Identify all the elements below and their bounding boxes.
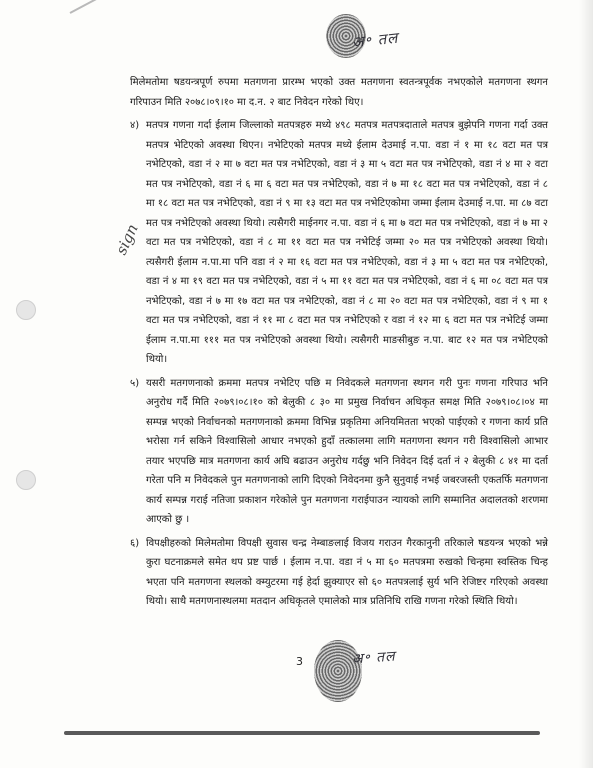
paragraph-text: मिलेमतोमा षडयन्त्रपूर्ण रुपमा मतगणना प्रारम्भ भएको उक्त मतगणना स्वतन्त्रपूर्वक नभएकोले मतगणना स्थगन गरिपाउन मिति २०७८।०९।१० मा द.न. २ बाट निवेदन गरेको थिए। [130, 77, 548, 108]
page-edge-shadow [579, 0, 593, 768]
header-signature: अ॰ तल [351, 28, 400, 52]
paragraph-6 [130, 534, 548, 612]
paragraph-5 [130, 374, 548, 530]
paragraph-number: ४) [130, 120, 140, 131]
footer-signature: अ॰ तल [351, 648, 397, 668]
paragraph-4 [130, 116, 548, 370]
staple-mark [70, 0, 142, 14]
punch-hole-top [16, 300, 36, 320]
paragraph-text: मतपत्र गणना गर्दा ईलाम जिल्लाको मतपत्रहरु मध्ये ४९८ मतपत्र मतपत्रदाताले मतपत्र बुझेपनि गणना गर्दा उक्त मतपत्र भेटिएको अवस्था थिएन। नभेटिएको मतपत्र मध्ये ईलाम देउमाई न.पा. वडा नं १ मा १८ वटा मत पत्र नभेटिएको, वडा नं २ मा ७ वटा मत पत्र नभेटिएको, वडा नं ३ मा ५ वटा मत पत्र नभेटिएको, वडा नं ४ मा २ वटा मत पत्र नभेटिएको, वडा नं ६ मा ६ वटा मत पत्र नभेटिएको, वडा नं ७ मा १८ वटा मत पत्र नभेटिएको, वडा नं ८ मा १८ वटा मत पत्र नभेटिएको, वडा नं ९ मा १३ वटा मत पत्र नभेटिएकोमा जम्मा ईलाम देउमाई न.पा. मा ८७ वटा मत पत्र नभेटिएको अवस्था थियो। त्यसैगरी माईनगर न.पा. वडा नं ६ मा ७ वटा मत पत्र नभेटिएको, वडा नं ७ मा २ वटा मत पत्र नभेटिएको, वडा नं ८ मा ११ वटा मत पत्र नभेटिई जम्मा २० मत पत्र नभेटिएको अवस्था थियो। त्यसैगरी ईलाम न.पा.मा पनि वडा नं २ मा १६ वटा मत पत्र नभेटिएको, वडा नं ३ मा ५ वटा मत पत्र नभेटिएको, वडा नं ४ मा १९ वटा मत पत्र नभेटिएको, वडा नं ५ मा ११ वटा मत पत्र नभेटिएको, वडा नं ६ मा ०८ वटा मत पत्र नभेटिएको, वडा नं ७ मा १७ वटा मत पत्र नभेटिएको, वडा नं ८ मा २० वटा मत पत्र नभेटिएको, वडा नं ९ मा १ वटा मत पत्र नभेटिएको, वडा नं ११ मा ८ वटा मत पत्र नभेटिएको र वडा नं १२ मा ६ वटा मत पत्र नभेटिई जम्मा ईलाम न.पा.मा १११ मत पत्र नभेटिएको अवस्था थियो। त्यसैगरी माङसीबुङ न.पा. बाट १२ मत पत्र नभेटिएको थियो। [146, 120, 548, 365]
document-body [130, 73, 548, 616]
bottom-rule [64, 731, 540, 735]
paragraph-continuation [130, 73, 548, 112]
punch-hole-bottom [16, 470, 36, 490]
paragraph-number: ६) [130, 537, 140, 549]
paragraph-text: विपक्षीहरुको मिलेमतोमा विपक्षी सुवास चन्द्र नेम्बाङलाई विजय गराउन गैरकानुनी तरिकाले षडयन्त्र भएको भन्ने कुरा घटनाक्रमले समेत थप प्रष्ट पार्छ । ईलाम न.पा. वडा नं ५ मा ६० मतपत्रमा रुखको चिन्हमा स्वस्तिक चिन्ह भएता पनि मतगणना स्थलको क्म्युटरमा गई हेर्दा झुक्याएर सो ६० मतपत्रलाई सुर्य भनि रेजिष्टर गरिएको अवस्था थियो। साथै मतगणनास्थलमा मतदान अधिकृतले एमालेको मात्र प्रतिनिधि राखि गणना गरेको स्थिति थियो। [146, 537, 548, 607]
paragraph-text: यसरी मतगणनाको क्रममा मतपत्र नभेटिए पछि म निवेदकले मतगणना स्थगन गरी पुनः गणना गरिपाउ भनि अनुरोध गर्दै मिति २०७९।०८।१० को बेलुकी ८ ३० मा प्रमुख निर्वाचन अधिकृत समक्ष मिति २०७९।०८।०४ मा सम्पन्न भएको निर्वाचनको मतगणनाको क्रममा विभिन्न प्रकृतिमा अनियमितता भएको पाईएको र गणना कार्य प्रति भरोसा गर्न सकिने विश्वासिलो आधार नभएको हुदाँ तत्कालमा लागि मतगणना स्थगन गरी विश्वासिलो आभार तयार भएपछि मात्र मतगणना कार्य अघि बढाउन अनुरोध गर्दछु भनि निवेदन दिई दर्ता नं २ बेलुकी ८ ४१ मा दर्ता गरेता पनि म निवेदकले पुन मतगणनाको लागि दिएको निवेदनमा कुनै सुनुवाई नभई जबरजस्ती एकतर्फि मतगणना कार्य सम्पन्न गराई नतिजा प्रकाशन गरेकोले पुन मतगणना गराईपाउन न्यायको लागि सम्मानित अदालतको शरणमा आएको छु । [146, 377, 548, 525]
page-number: 3 [296, 655, 303, 668]
margin-note: sign [112, 221, 142, 258]
paragraph-number: ५) [130, 377, 140, 389]
